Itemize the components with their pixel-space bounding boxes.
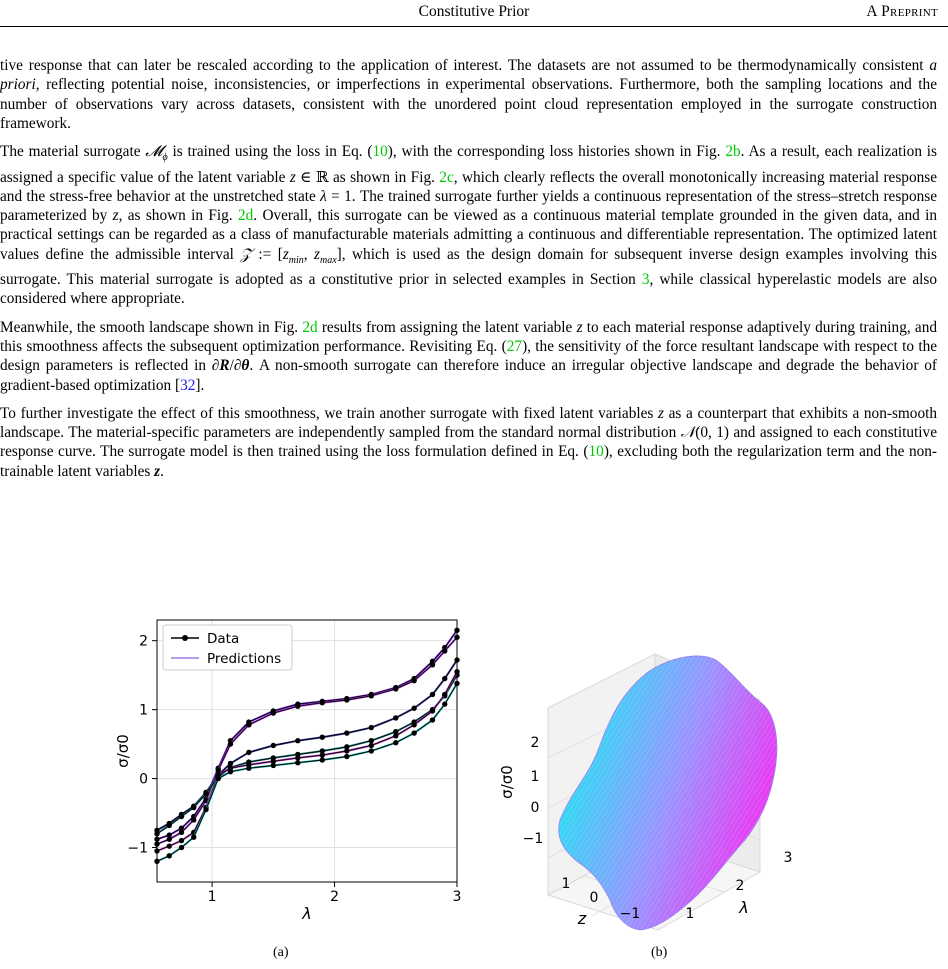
text-run: /∂ [229,357,242,375]
data-point [393,733,398,738]
cross-reference-link[interactable]: 2c [439,168,454,186]
stress-tick-label: 2 [530,735,540,751]
data-point [203,807,208,812]
text-run: (0, 1) and assigned to each constitutive response curve. The surrogate model is then trained using the loss formulation defined in Eq. ( [0,424,937,461]
y-tick-label: 2 [139,633,148,650]
data-point [369,725,374,730]
x-tick-label: 1 [207,889,217,905]
legend-data-label: Data [207,631,240,647]
data-point [393,740,398,745]
data-point [344,754,349,759]
data-point [191,817,196,822]
z-tick-label: 0 [589,890,599,906]
data-point [271,763,276,768]
cross-reference-link[interactable]: 10 [372,143,388,161]
text-run: z [314,245,320,263]
text-run: ϕ [162,152,168,164]
data-point [320,752,325,757]
data-point [191,834,196,839]
data-point [442,676,447,681]
text-run: ]. [195,376,205,394]
z-axis-label: z [577,909,587,928]
data-point [442,692,447,697]
text-run: The material surrogate [0,143,146,161]
citation-link[interactable]: 32 [180,376,196,394]
data-point [179,814,184,819]
data-point [393,686,398,691]
text-run: tive response that can later be rescaled according to the application of interest. The datasets are not assumed to be thermodynamically consistent [0,57,930,74]
data-point [344,697,349,702]
x-tick-label: 3 [452,889,462,905]
legend-data-marker [182,635,188,641]
text-run: ), with the corresponding loss histories shown in Fig. [387,143,726,161]
preprint-label: A Preprint [866,3,938,20]
data-point [430,662,435,667]
y-axis-label: σ/σ0 [114,734,132,768]
data-point [179,830,184,835]
data-point [411,722,416,727]
data-point [344,748,349,753]
cross-reference-link[interactable]: 2b [725,143,741,161]
data-point [442,648,447,653]
caption-b: (b) [651,945,668,960]
cross-reference-link[interactable]: 10 [588,443,604,461]
figure-panel-b [498,654,792,930]
text-run: Meanwhile, the smooth landscape shown in Fig. [0,318,303,336]
data-point [442,701,447,706]
running-title: Constitutive Prior [418,3,530,20]
text-run: To further investigate the effect of this smoothness, we train another surrogate with fixed latent variables [0,404,659,422]
text-run: . A non-smooth surrogate can therefore induce an irregular objective landscape and degrade the behavior of gradient-based optimization [ [0,357,938,394]
data-point [179,838,184,843]
data-point [295,755,300,760]
text-run: 𝒩 [680,424,696,442]
data-point [246,722,251,727]
text-run: , as shown in Fig. [118,207,238,225]
y-tick-label: 1 [139,702,148,719]
data-point [411,706,416,711]
data-point [295,760,300,765]
data-point [344,730,349,735]
text-run: , while classical hyperelastic models are also considered where appropriate. [0,271,937,308]
text-run: . [160,462,164,480]
text-run: . As a result, each realization is assigned a specific value of the latent variable [0,143,938,186]
data-point [320,757,325,762]
text-run: z [289,168,296,186]
data-point [295,738,300,743]
data-point [369,743,374,748]
data-point [411,678,416,683]
x-axis-label: λ [302,904,312,923]
caption-a: (a) [273,945,289,960]
stress-tick-label: 0 [530,800,540,816]
text-run: , which clearly reflects the overall monotonically increasing material response and the stress-free behavior at the unstretched state [0,168,937,205]
lambda-tick-label: 2 [735,878,745,894]
text-run: ], which is used as the design domain for subsequent inverse design examples involving this surrogate. This material surrogate is adopted as a constitutive prior in selected examples in Section [0,245,937,289]
cross-reference-link[interactable]: 2d [237,207,254,225]
cross-reference-link[interactable]: 3 [641,271,650,289]
text-run: = 1. The trained surrogate further yields a continuous representation of the stress–stretch response parameterized by [0,187,937,225]
lambda-tick-label: 1 [685,906,695,922]
text-run: λ [320,187,327,205]
data-point [430,717,435,722]
lambda-axis-label: λ [739,898,749,917]
text-run: z [154,462,161,480]
text-run: max [319,254,337,266]
data-point [179,845,184,850]
data-point [167,853,172,858]
text-run: θ [241,357,250,375]
text-run: to each material response adaptively during training, and this smoothness affects the subsequent optimization performance. Revisiting Eq. ( [0,318,937,355]
text-run: , reflecting potential noise, inconsistencies, or imperfections in experimental observations. Furthermore, both the sampling locations and the number of observations vary across datasets, consistent with the unordered point cloud representation employed in the surrogate construction framework. [0,76,937,132]
lambda-tick-label: 3 [783,850,793,866]
data-point [271,710,276,715]
text-run: ∈ ℝ as shown in Fig. [295,168,440,186]
data-point [430,692,435,697]
data-point [203,791,208,796]
data-point [228,769,233,774]
data-point [411,730,416,735]
text-run: z [658,404,664,422]
data-point [369,748,374,753]
text-run: as a counterpart that exhibits a non-smooth landscape. The material-specific parameters are independently sampled from the standard normal distribution [0,404,937,442]
text-run: 𝓜 [145,143,163,161]
data-point [246,750,251,755]
data-point [246,766,251,771]
figure-panel-a [114,620,461,923]
data-point [271,743,276,748]
prediction-line [157,675,457,834]
data-line [157,675,457,834]
data-point [369,738,374,743]
text-run: ), the sensitivity of the force resultant landscape with respect to the design parameters is reflected in ∂ [0,337,938,375]
stress-tick-label: −1 [522,831,544,847]
text-run: results from assigning the latent variable [317,318,577,336]
data-point [216,776,221,781]
text-run: , [303,245,315,263]
data-point [430,708,435,713]
data-point [167,843,172,848]
stress-axis-label: σ/σ0 [498,765,516,799]
y-tick-label: 0 [139,771,148,788]
z-tick-label: −1 [619,906,641,922]
text-run: R [219,357,230,375]
text-run: ), excluding both the regularization term and the non-trainable latent variables [0,443,937,480]
data-point [320,700,325,705]
data-point [393,715,398,720]
text-run: z [576,318,583,336]
text-run: z [282,245,289,263]
data-point [295,703,300,708]
text-run: 𝒵 [240,245,252,263]
data-point [228,741,233,746]
z-tick-label: 1 [561,876,571,892]
text-run: is trained using the loss in Eq. ( [167,143,373,161]
cross-reference-link[interactable]: 27 [506,337,523,355]
data-point [167,823,172,828]
x-tick-label: 2 [330,889,340,905]
data-point [320,735,325,740]
text-run: min [288,254,304,266]
y-tick-label: −1 [127,840,148,857]
text-run: := [ [251,245,283,263]
legend-pred-label: Predictions [207,651,282,667]
cross-reference-link[interactable]: 2d [302,318,318,336]
text-run: z [112,207,119,225]
data-point [369,693,374,698]
text-run: . Overall, this surrogate can be viewed as a continuous material template grounded in the given data, and in practical settings can be regarded as a class of manufacturable materials admitting a continuous and differentiable representation. The optimized latent values define the admissible interval [0,207,937,263]
stress-tick-label: 1 [530,769,540,785]
text-run: a priori [0,57,937,94]
data-point [167,837,172,842]
data-point [191,805,196,810]
